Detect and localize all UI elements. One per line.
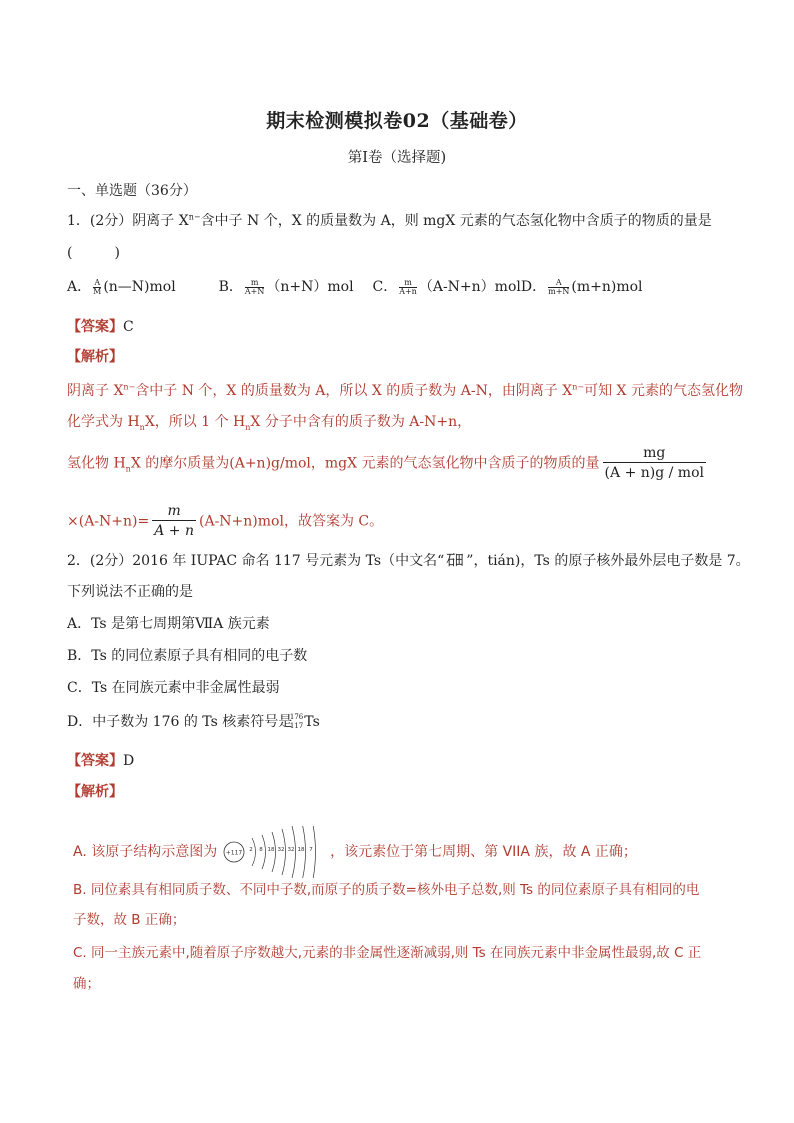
q1-a4-num: m <box>152 502 196 521</box>
q2-option-a: A．Ts 是第七周期第ⅦA 族元素 <box>67 616 270 632</box>
q1-option-c-num: m <box>399 279 417 288</box>
q1-option-c <box>372 279 520 295</box>
page-title: 期末检测模拟卷02（基础卷） <box>266 110 528 132</box>
q1-option-d-fraction <box>548 279 569 296</box>
q2-analysis-line2: B. 同位素具有相同质子数、不同中子数,而原子的质子数=核外电子总数,则 Ts 的同位素原子具有相同的电 <box>73 882 700 898</box>
q2-answer-value: D <box>123 753 135 769</box>
atom-shell-count: 18 <box>267 847 275 853</box>
q2-stem-p2: ”，tián)，Ts 的原子核外最外层电子数是 7。 <box>466 553 750 569</box>
q1-a2-p2: X，所以 1 个 H <box>144 414 246 430</box>
q2-analysis-tag <box>67 781 123 801</box>
q1-option-d-tail: (m+n)mol <box>571 279 643 295</box>
q1-option-c-label: C． <box>372 279 398 295</box>
q1-a1-sup2: n− <box>572 382 585 392</box>
q2-nuclide-numbers <box>289 713 304 731</box>
q1-analysis-label: 【解析】 <box>67 349 123 365</box>
q2-analysis-line3: 子数，故 B 正确； <box>73 912 186 928</box>
q1-option-a-num: A <box>94 277 101 287</box>
q1-a4-p1: ×(A-N+n)= <box>67 513 150 530</box>
q1-a2-sub1: n <box>139 422 145 432</box>
q2-option-d-text: D．中子数为 176 的 Ts 核素符号是 <box>67 714 293 730</box>
q1-option-a <box>67 279 176 295</box>
q1-option-d-num: A <box>548 279 569 288</box>
q1-a3-fraction <box>603 444 706 483</box>
q1-option-c-den: A+n <box>399 286 417 296</box>
q1-a4-p2: (A-N+n)mol，故答案为 C。 <box>199 513 384 530</box>
q2-a1-p1: A. 该原子结构示意图为 <box>73 844 218 860</box>
q1-stem-charge: n− <box>188 212 201 222</box>
q1-answer-tag: 【答案】 <box>67 319 123 335</box>
q1-a2-p3: X 分子中含有的质子数为 A-N+n， <box>250 414 472 430</box>
atom-structure-diagram <box>222 826 326 878</box>
q2-stem-char: 石田 <box>446 553 464 569</box>
q1-stem <box>67 210 712 230</box>
q1-a1-sup1: n− <box>123 382 136 392</box>
q1-a2-p1: 化学式为 H <box>67 414 140 430</box>
q1-analysis-tag <box>67 346 123 366</box>
atom-shell-count: 32 <box>277 847 285 853</box>
q2-analysis-line4: C. 同一主族元素中,随着原子序数越大,元素的非金属性逐渐减弱,则 Ts 在同族元素中非金属性最弱,故 C 正 <box>73 945 702 961</box>
q2-stem-line2: 下列说法不正确的是 <box>67 584 193 600</box>
q1-option-c-tail: （A-N+n）mol <box>418 279 521 295</box>
q1-a3-sub: n <box>125 464 131 474</box>
q1-option-d-den: m+N <box>548 286 570 296</box>
q1-option-a-label: A． <box>67 279 92 295</box>
q1-option-b-num: m <box>245 279 264 288</box>
q1-a4-den: A + n <box>154 523 194 539</box>
q2-stem-p1: 2．(2分）2016 年 IUPAC 命名 117 号元素为 Ts（中文名“ <box>67 553 445 569</box>
q1-option-b-fraction <box>245 279 264 296</box>
q1-options <box>67 276 643 296</box>
q2-option-d <box>67 711 320 731</box>
q1-stem-part1: 1．(2分）阴离子 X <box>67 213 189 229</box>
q2-nuclide-symbol: Ts <box>304 714 320 730</box>
q1-option-c-fraction <box>399 279 417 296</box>
q1-analysis-line2 <box>67 411 471 432</box>
q1-option-b <box>219 279 354 295</box>
q1-option-a-tail: (n—N)mol <box>103 279 176 295</box>
q1-analysis-line3 <box>67 444 709 483</box>
section-heading: 一、单选题（36分） <box>67 183 197 199</box>
q1-a1-p3: 可知 X 元素的气态氢化物 <box>584 383 743 399</box>
q1-option-b-label: B． <box>218 279 243 295</box>
section-subtitle: 第Ⅰ卷（选择题) <box>347 150 447 166</box>
atom-shells <box>249 826 315 878</box>
atom-shell-count: 8 <box>258 847 263 853</box>
q2-analysis-label: 【解析】 <box>67 784 123 800</box>
q1-a1-p2: 含中子 N 个，X 的质量数为 A，所以 X 的质子数为 A-N，由阴离子 X <box>135 383 573 399</box>
q1-a3-num: mg <box>603 444 706 463</box>
q1-option-d-label: D． <box>520 279 547 295</box>
q2-stem-line1 <box>67 550 750 570</box>
q1-answer <box>67 316 134 336</box>
q2-option-b: B．Ts 的同位素原子具有相同的电子数 <box>67 648 308 664</box>
q2-nuclide-mass: 176 <box>289 713 304 721</box>
q1-option-b-den: A+N <box>244 286 265 296</box>
q2-analysis-line1 <box>73 826 637 878</box>
atom-nucleus-label: +117 <box>225 849 242 857</box>
q1-answer-value: C <box>123 319 134 335</box>
q1-option-a-fraction <box>93 279 101 296</box>
q2-a1-p2: ，该元素位于第七周期、第 VIIA 族，故 A 正确； <box>330 844 637 860</box>
q2-analysis-line5: 确； <box>73 976 100 992</box>
atom-shell-count: 18 <box>297 847 305 853</box>
q1-analysis-line1 <box>67 380 743 400</box>
q1-blank: ( ) <box>67 245 120 261</box>
q1-a1-p1: 阴离子 X <box>67 383 124 399</box>
q1-option-b-tail: （n+N）mol <box>266 279 354 295</box>
q1-a3-den: (A + n)g / mol <box>604 465 704 481</box>
q1-option-a-den: M <box>93 286 102 296</box>
q2-answer-tag: 【答案】 <box>67 753 123 769</box>
q1-option-d <box>521 279 643 295</box>
q1-stem-part2: 含中子 N 个，X 的质量数为 A，则 mgX 元素的气态氢化物中含质子的物质的量是 <box>200 213 712 229</box>
q2-nuclide-z: 117 <box>289 722 304 730</box>
atom-shell-count: 7 <box>308 847 313 853</box>
atom-shell-count: 32 <box>287 847 295 853</box>
q1-analysis-line4 <box>67 502 383 541</box>
q1-a2-sub2: n <box>245 422 251 432</box>
q2-answer <box>67 750 134 770</box>
q2-option-c: C．Ts 在同族元素中非金属性最弱 <box>67 680 280 696</box>
atom-shell-count: 2 <box>248 847 253 853</box>
q1-a3-p1: 氢化物 H <box>67 455 126 472</box>
q1-a3-p2: X 的摩尔质量为(A+n)g/mol，mgX 元素的气态氢化物中含质子的物质的量 <box>130 455 600 472</box>
q1-a4-fraction <box>152 502 196 541</box>
